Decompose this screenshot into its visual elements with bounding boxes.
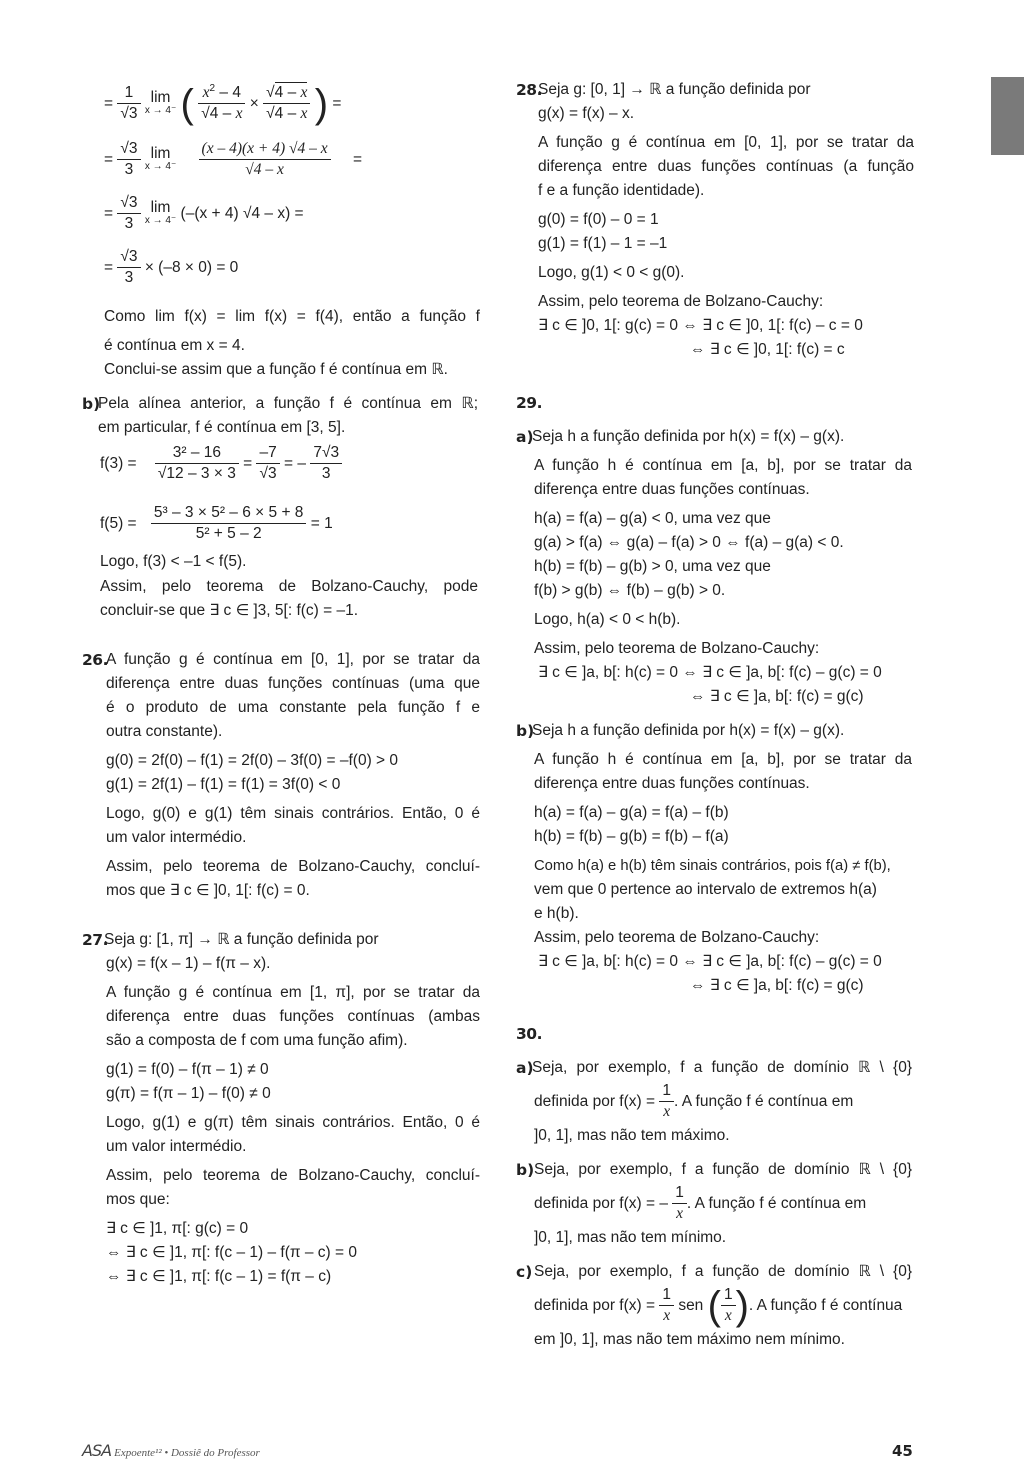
text-line: Seja, por exemplo, f a função de domínio ℝ \ {0} bbox=[534, 1161, 912, 1178]
question-number-26: 26. bbox=[82, 651, 108, 669]
text-line: um valor intermédio. bbox=[106, 829, 247, 846]
item-label-b: b) bbox=[516, 1161, 535, 1179]
text-line: ⇔ ∃ c ∈ ]0, 1[: f(c) = c bbox=[690, 341, 845, 358]
text-line: ⇔ ∃ c ∈ ]1, π[: f(c – 1) = f(π – c) bbox=[106, 1268, 332, 1285]
text-line: Logo, g(1) e g(π) têm sinais contrários. Então, 0 é bbox=[106, 1114, 480, 1131]
text-line: Pela alínea anterior, a função f é contínua em ℝ; bbox=[98, 395, 478, 412]
text-line: em ]0, 1], mas não tem máximo nem mínimo. bbox=[534, 1331, 845, 1348]
equation-line-2: = $\frac{√3}{3}$ lim x → 4⁻ $\frac{(x - 4)(x + 4) √4 - x}{√4 - x}$ = bbox=[104, 140, 363, 179]
text-line: Assim, pelo teorema de Bolzano-Cauchy: bbox=[534, 640, 820, 657]
text-line: h(a) = f(a) – g(a) = f(a) – f(b) bbox=[534, 804, 729, 821]
text-line: Seja h a função definida por h(x) = f(x) – g(x). bbox=[532, 428, 845, 445]
text-line: g(1) = 2f(1) – f(1) = f(1) = 3f(0) < 0 bbox=[106, 776, 341, 793]
text-line: e h(b). bbox=[534, 905, 579, 922]
text-line: Assim, pelo teorema de Bolzano-Cauchy, concluí- bbox=[106, 858, 480, 875]
text-line: ∃ c ∈ ]1, π[: g(c) = 0 bbox=[106, 1220, 249, 1237]
text-line: A função g é contínua em [0, 1], por se tratar da bbox=[538, 134, 914, 151]
text-line: A função g é contínua em [0, 1], por se tratar da bbox=[106, 651, 480, 668]
equation-line-1: = $\frac{1}{√3}$ lim x → 4⁻ ( $\frac{x^2 - 4}{√4 - x}$ × $\frac{√4 - x}{√4 - x}$ ) = bbox=[104, 81, 342, 126]
text-line: Seja, por exemplo, f a função de domínio ℝ \ {0} bbox=[534, 1263, 912, 1280]
text-line: f(b) > g(b) ⇔ f(b) – g(b) > 0. bbox=[534, 582, 726, 599]
text-line: mos que: bbox=[106, 1191, 170, 1208]
question-number-30: 30. bbox=[516, 1025, 542, 1043]
text-line: ∃ c ∈ ]0, 1[: g(c) = 0 ⇔ ∃ c ∈ ]0, 1[: f(c) – c = 0 bbox=[538, 317, 863, 334]
text-line: ⇔ ∃ c ∈ ]a, b[: f(c) = g(c) bbox=[690, 977, 864, 994]
text-line: Assim, pelo teorema de Bolzano-Cauchy, concluí- bbox=[106, 1167, 480, 1184]
text-line: ∃ c ∈ ]a, b[: h(c) = 0 ⇔ ∃ c ∈ ]a, b[: f(c) – g(c) = 0 bbox=[538, 664, 882, 681]
text-line: f e a função identidade). bbox=[538, 182, 705, 199]
text-line: definida por f(x) = – $\frac{1}{x}$ . A função f é contínua em bbox=[534, 1184, 867, 1223]
text-line: A função g é contínua em [1, π], por se tratar da bbox=[106, 984, 480, 1001]
text-line: g(1) = f(0) – f(π – 1) ≠ 0 bbox=[106, 1061, 269, 1078]
text-line: definida por f(x) = $\frac{1}{x}$ sen ( $\frac{1}{x}$ ). A função f é contínua bbox=[534, 1283, 903, 1328]
text-line: mos que ∃ c ∈ ]0, 1[: f(c) = 0. bbox=[106, 882, 310, 899]
section-tab-marker bbox=[991, 77, 1024, 155]
page-number: 45 bbox=[892, 1442, 913, 1460]
text-line: é contínua em x = 4. bbox=[104, 337, 245, 354]
item-label-b: b) bbox=[82, 395, 101, 413]
text-line: é o produto de uma constante pela função f e bbox=[106, 699, 480, 716]
text-line: ]0, 1], mas não tem máximo. bbox=[534, 1127, 730, 1144]
text-line: g(x) = f(x – 1) – f(π – x). bbox=[106, 955, 271, 972]
text-line: Assim, pelo teorema de Bolzano-Cauchy: bbox=[538, 293, 824, 310]
text-line: vem que 0 pertence ao intervalo de extremos h(a) bbox=[534, 881, 877, 898]
text-line: Logo, f(3) < –1 < f(5). bbox=[100, 553, 247, 570]
text-line: g(a) > f(a) ⇔ g(a) – f(a) > 0 ⇔ f(a) – g(a) < 0. bbox=[534, 534, 844, 551]
text-line: g(0) = f(0) – 0 = 1 bbox=[538, 211, 659, 228]
item-label-a: a) bbox=[516, 428, 534, 446]
f5-equation: f(5) = $\frac{\text{5³ – 3 × 5² – 6 × 5 + 8}}{\text{5² + 5 – 2}}$ = 1 bbox=[100, 504, 333, 543]
item-label-b: b) bbox=[516, 722, 535, 740]
equation-line-4: = $\frac{√3}{3}$ × (–8 × 0) = 0 bbox=[104, 248, 239, 287]
question-number-29: 29. bbox=[516, 394, 542, 412]
text-line: Assim, pelo teorema de Bolzano-Cauchy: bbox=[534, 929, 820, 946]
text-line: Assim, pelo teorema de Bolzano-Cauchy, pode bbox=[100, 578, 478, 595]
equation-line-3: = $\frac{√3}{3}$ lim x → 4⁻ (–(x + 4) √4 – x) = bbox=[104, 194, 304, 233]
text-line: em particular, f é contínua em [3, 5]. bbox=[98, 419, 346, 436]
text-line: são a composta de f com uma função afim). bbox=[106, 1032, 408, 1049]
text-line: Como lim f(x) = lim f(x) = f(4), então a função f bbox=[104, 308, 480, 325]
item-label-a: a) bbox=[516, 1059, 534, 1077]
text-line: outra constante). bbox=[106, 723, 223, 740]
text-line: h(a) = f(a) – g(a) < 0, uma vez que bbox=[534, 510, 771, 527]
text-line: A função h é contínua em [a, b], por se tratar da bbox=[534, 457, 912, 474]
text-line: Seja h a função definida por h(x) = f(x) – g(x). bbox=[532, 722, 845, 739]
text-line: diferença entre duas funções contínuas. bbox=[534, 481, 810, 498]
text-line: concluir-se que ∃ c ∈ ]3, 5[: f(c) = –1. bbox=[100, 602, 359, 619]
text-line: diferença entre duas funções contínuas (a função bbox=[538, 158, 914, 175]
text-line: A função h é contínua em [a, b], por se tratar da bbox=[534, 751, 912, 768]
text-line: h(b) = f(b) – g(b) > 0, uma vez que bbox=[534, 558, 771, 575]
text-line: g(0) = 2f(0) – f(1) = 2f(0) – 3f(0) = –f(0) > 0 bbox=[106, 752, 399, 769]
text-line: Seja, por exemplo, f a função de domínio ℝ \ {0} bbox=[532, 1059, 912, 1076]
text-line: um valor intermédio. bbox=[106, 1138, 247, 1155]
text-line: g(π) = f(π – 1) – f(0) ≠ 0 bbox=[106, 1085, 271, 1102]
text-line: ]0, 1], mas não tem mínimo. bbox=[534, 1229, 727, 1246]
text-line: Conclui-se assim que a função f é contínua em ℝ. bbox=[104, 361, 448, 378]
text-line: ⇔ ∃ c ∈ ]1, π[: f(c – 1) – f(π – c) = 0 bbox=[106, 1244, 357, 1261]
text-line: h(b) = f(b) – g(b) = f(b) – f(a) bbox=[534, 828, 729, 845]
footer-brand bbox=[82, 1441, 260, 1460]
text-line: Logo, h(a) < 0 < h(b). bbox=[534, 611, 681, 628]
text-line: ⇔ ∃ c ∈ ]a, b[: f(c) = g(c) bbox=[690, 688, 864, 705]
asa-logo: ASA bbox=[82, 1441, 112, 1460]
text-line: diferença entre duas funções contínuas (ambas bbox=[106, 1008, 480, 1025]
text-line: ∃ c ∈ ]a, b[: h(c) = 0 ⇔ ∃ c ∈ ]a, b[: f(c) – g(c) = 0 bbox=[538, 953, 882, 970]
text-line: diferença entre duas funções contínuas (uma que bbox=[106, 675, 480, 692]
text-line: Seja g: [1, π] → ℝ a função definida por bbox=[104, 931, 379, 948]
text-line: diferença entre duas funções contínuas. bbox=[534, 775, 810, 792]
item-label-c: c) bbox=[516, 1263, 533, 1281]
question-number-28: 28. bbox=[516, 81, 542, 99]
text-line: Seja g: [0, 1] → ℝ a função definida por bbox=[538, 81, 811, 98]
text-line: Logo, g(0) e g(1) têm sinais contrários. Então, 0 é bbox=[106, 805, 480, 822]
text-line: definida por f(x) = $\frac{1}{x}$ . A função f é contínua em bbox=[534, 1082, 854, 1121]
footer-series: Expoente¹² • Dossiê do Professor bbox=[114, 1447, 260, 1459]
f3-equation: f(3) = $\frac{\text{3² – 16}}{√12 - 3 \times 3}$ = $\frac{-7}{√3}$ = – $\frac{7√3}{3}$ bbox=[100, 440, 342, 488]
question-number-27: 27. bbox=[82, 931, 108, 949]
text-line: Como h(a) e h(b) têm sinais contrários, pois f(a) ≠ f(b), bbox=[534, 858, 891, 874]
text-line: g(x) = f(x) – x. bbox=[538, 105, 635, 122]
text-line: g(1) = f(1) – 1 = –1 bbox=[538, 235, 668, 252]
text-line: Logo, g(1) < 0 < g(0). bbox=[538, 264, 685, 281]
